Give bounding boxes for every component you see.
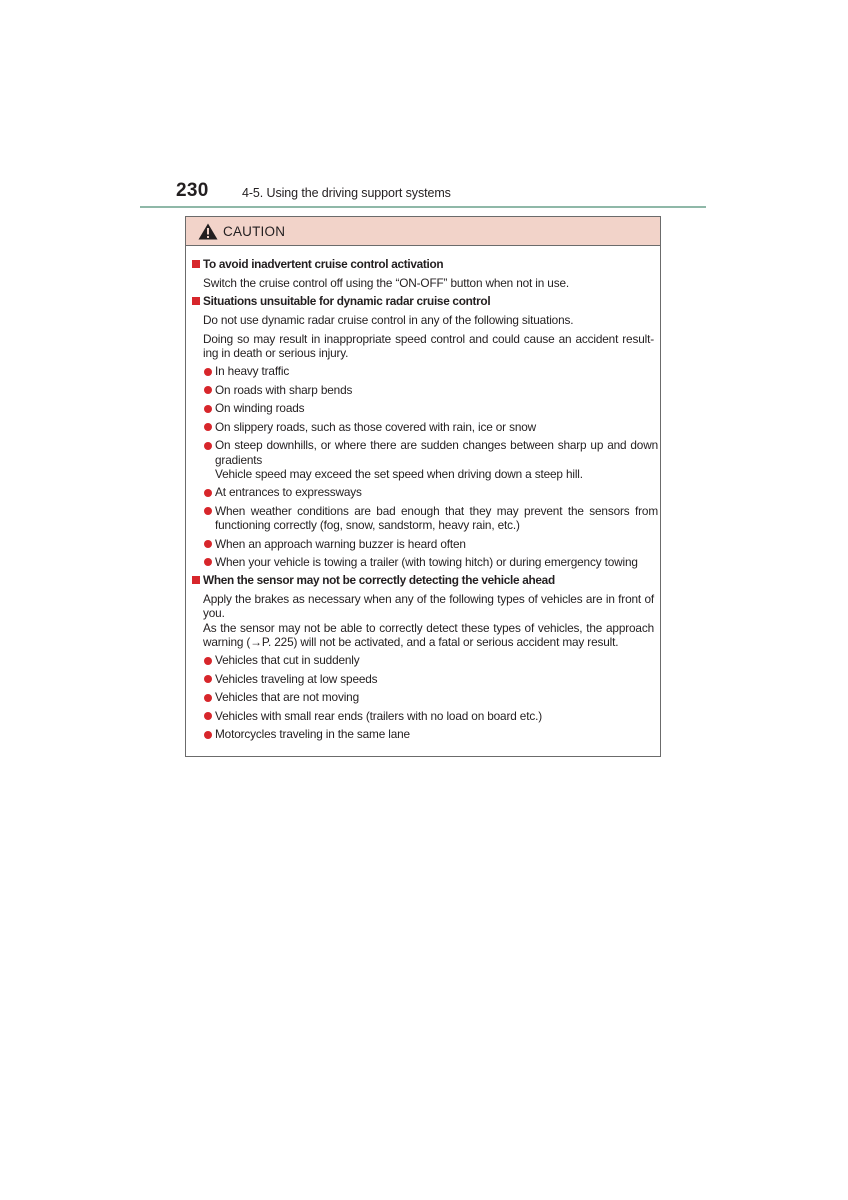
bullet-icon [204,368,212,376]
list-item: On slippery roads, such as those covered with rain, ice or snow [215,420,537,434]
list-item: Vehicles traveling at low speeds [215,672,378,686]
section-marker-icon [192,576,200,584]
section-marker-icon [192,297,200,305]
list-item: Vehicles that cut in suddenly [215,653,360,667]
paragraph: As the sensor may not be able to correctly detect these types of vehicles, the approach [203,621,654,635]
paragraph: Switch the cruise control off using the “ON-OFF” button when not in use. [203,276,570,290]
list-item: On steep downhills, or where there are sudden changes between sharp up and down [215,438,658,452]
bullet-icon [204,558,212,566]
bullet-icon [204,540,212,548]
bullet-icon [204,694,212,702]
list-item: At entrances to expressways [215,485,362,499]
section-heading: Situations unsuitable for dynamic radar cruise control [203,294,491,308]
list-item: On winding roads [215,401,305,415]
paragraph: Do not use dynamic radar cruise control in any of the following situations. [203,313,574,327]
list-item-continuation: functioning correctly (fog, snow, sandstorm, heavy rain, etc.) [215,518,520,532]
bullet-icon [204,731,212,739]
bullet-icon [204,712,212,720]
bullet-icon [204,423,212,431]
list-item: In heavy traffic [215,364,290,378]
section-heading: To avoid inadvertent cruise control activation [203,257,444,271]
paragraph: Doing so may result in inappropriate speed control and could cause an accident result- [203,332,654,346]
list-item: Motorcycles traveling in the same lane [215,727,410,741]
caution-box [185,216,661,757]
warning-triangle-icon [198,223,218,240]
paragraph: you. [203,606,225,620]
bullet-icon [204,657,212,665]
page-header [176,178,706,206]
bullet-icon [204,405,212,413]
section-title: 4-5. Using the driving support systems [242,186,451,200]
section-marker-icon [192,260,200,268]
section-heading: When the sensor may not be correctly detecting the vehicle ahead [203,573,555,587]
list-item: When weather conditions are bad enough that they may prevent the sensors from [215,504,658,518]
caution-header [186,217,660,246]
list-item-continuation: gradients [215,453,263,467]
caution-label: CAUTION [223,224,286,239]
list-item: Vehicles with small rear ends (trailers with no load on board etc.) [215,709,542,723]
bullet-icon [204,386,212,394]
header-divider [140,206,706,208]
paragraph: warning (→P. 225) will not be activated, and a fatal or serious accident may result. [203,635,619,649]
bullet-icon [204,507,212,515]
page-number: 230 [176,180,209,201]
bullet-icon [204,489,212,497]
list-item: On roads with sharp bends [215,383,353,397]
paragraph: Apply the brakes as necessary when any of the following types of vehicles are in front of [203,592,654,606]
paragraph: ing in death or serious injury. [203,346,349,360]
bullet-icon [204,675,212,683]
bullet-icon [204,442,212,450]
list-item: When your vehicle is towing a trailer (with towing hitch) or during emergency towing [215,555,638,569]
list-item: Vehicles that are not moving [215,690,360,704]
list-item-note: Vehicle speed may exceed the set speed when driving down a steep hill. [215,467,583,481]
list-item: When an approach warning buzzer is heard often [215,537,466,551]
